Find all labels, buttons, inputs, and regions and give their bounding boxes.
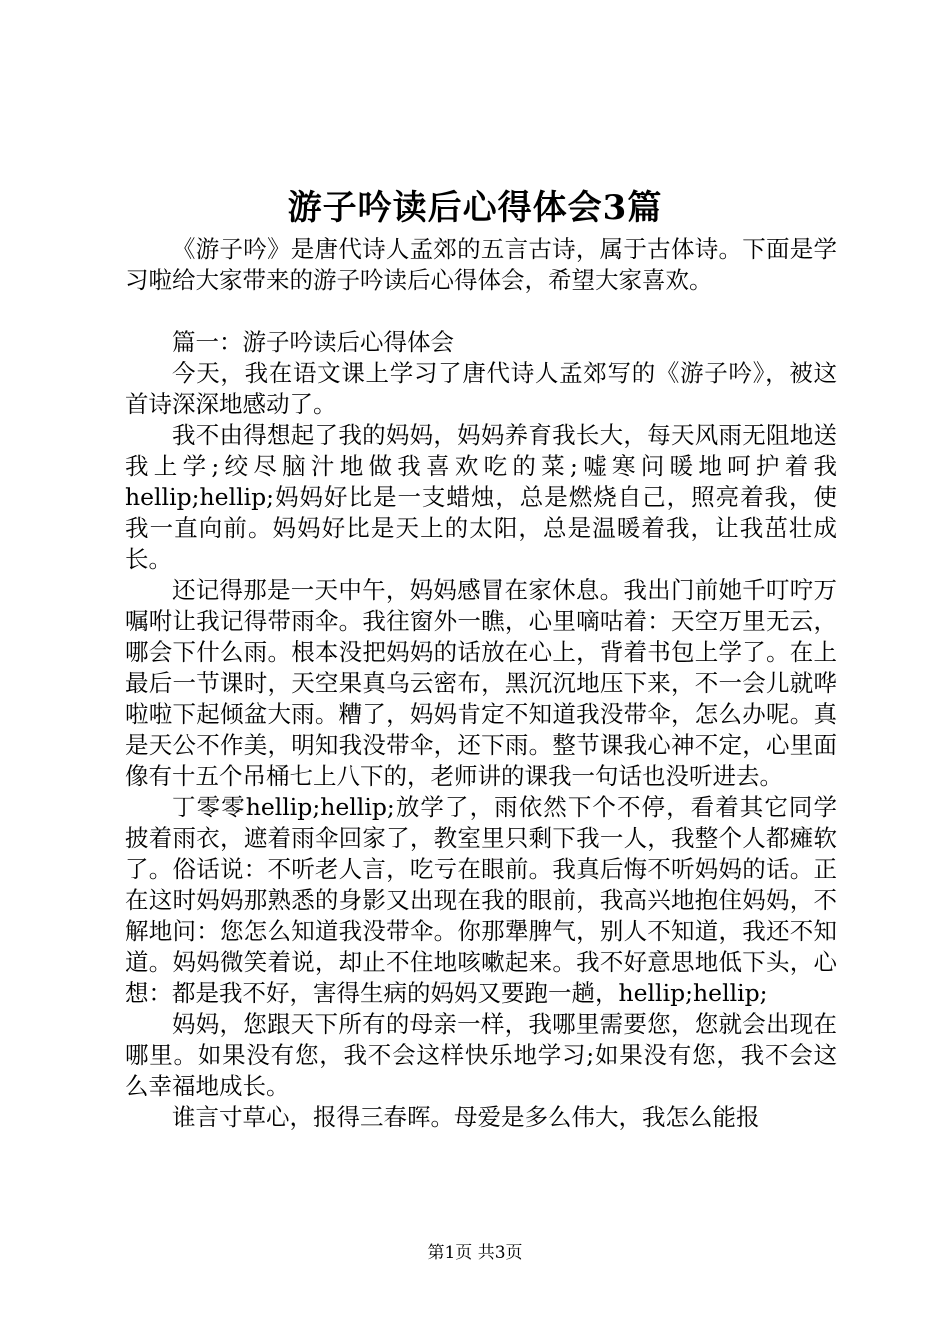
document-title: 游子吟读后心得体会3篇 — [287, 188, 663, 228]
section-heading: 篇一：游子吟读后心得体会 — [172, 328, 454, 356]
body-paragraph: 还记得那是一天中午，妈妈感冒在家休息。我出门前她千叮咛万嘱咐让我记得带雨伞。我往窗外一瞧，心里嘀咕着：天空万里无云，哪会下什么雨。根本没把妈妈的话放在心上，背着书包上学了。在上最后一节课时，天空果真乌云密布，黑沉沉地压下来，不一会儿就哗啦啦下起倾盆大雨。糟了，妈妈肯定不知道我没带伞，怎么办呢。真是天公不作美，明知我没带伞，还下雨。整节课我心神不定，心里面像有十五个吊桶七上八下的，老师讲的课我一句话也没听进去。 — [125, 576, 837, 790]
body-paragraph: 今天，我在语文课上学习了唐代诗人孟郊写的《游子吟》，被这首诗深深地感动了。 — [125, 359, 837, 418]
body-paragraph: 妈妈，您跟天下所有的母亲一样，我哪里需要您，您就会出现在哪里。如果没有您，我不会这样快乐地学习;如果没有您，我不会这么幸福地成长。 — [125, 1010, 837, 1100]
body-paragraph: 谁言寸草心，报得三春晖。母爱是多么伟大，我怎么能报 — [172, 1103, 760, 1131]
body-paragraph: 丁零零hellip;hellip;放学了，雨依然下个不停，看着其它同学披着雨衣，遮着雨伞回家了，教室里只剩下我一人，我整个人都瘫软了。俗话说：不听老人言，吃亏在眼前。我真后悔不听妈妈的话。正在这时妈妈那熟悉的身影又出现在我的眼前，我高兴地抱住妈妈，不解地问：您怎么知道我没带伞。你那犟脾气，别人不知道，我还不知道。妈妈微笑着说，却止不住地咳嗽起来。我不好意思地低下头，心想：都是我不好，害得生病的妈妈又要跑一趟，hellip;hellip; — [125, 793, 837, 1007]
document-body — [125, 234, 837, 1133]
body-paragraph: 我不由得想起了我的妈妈，妈妈养育我长大，每天风雨无阻地送我上学;绞尽脑汁地做我喜欢吃的菜;嘘寒问暖地呵护着我hellip;hellip;妈妈好比是一支蜡烛，总是燃烧自己，照亮着我，使我一直向前。妈妈好比是天上的太阳，总是温暖着我，让我茁壮成长。 — [125, 421, 837, 573]
page-number-footer: 第1页 共3页 — [427, 1243, 523, 1263]
intro-paragraph: 《游子吟》是唐代诗人孟郊的五言古诗，属于古体诗。下面是学习啦给大家带来的游子吟读后心得体会，希望大家喜欢。 — [125, 235, 837, 294]
